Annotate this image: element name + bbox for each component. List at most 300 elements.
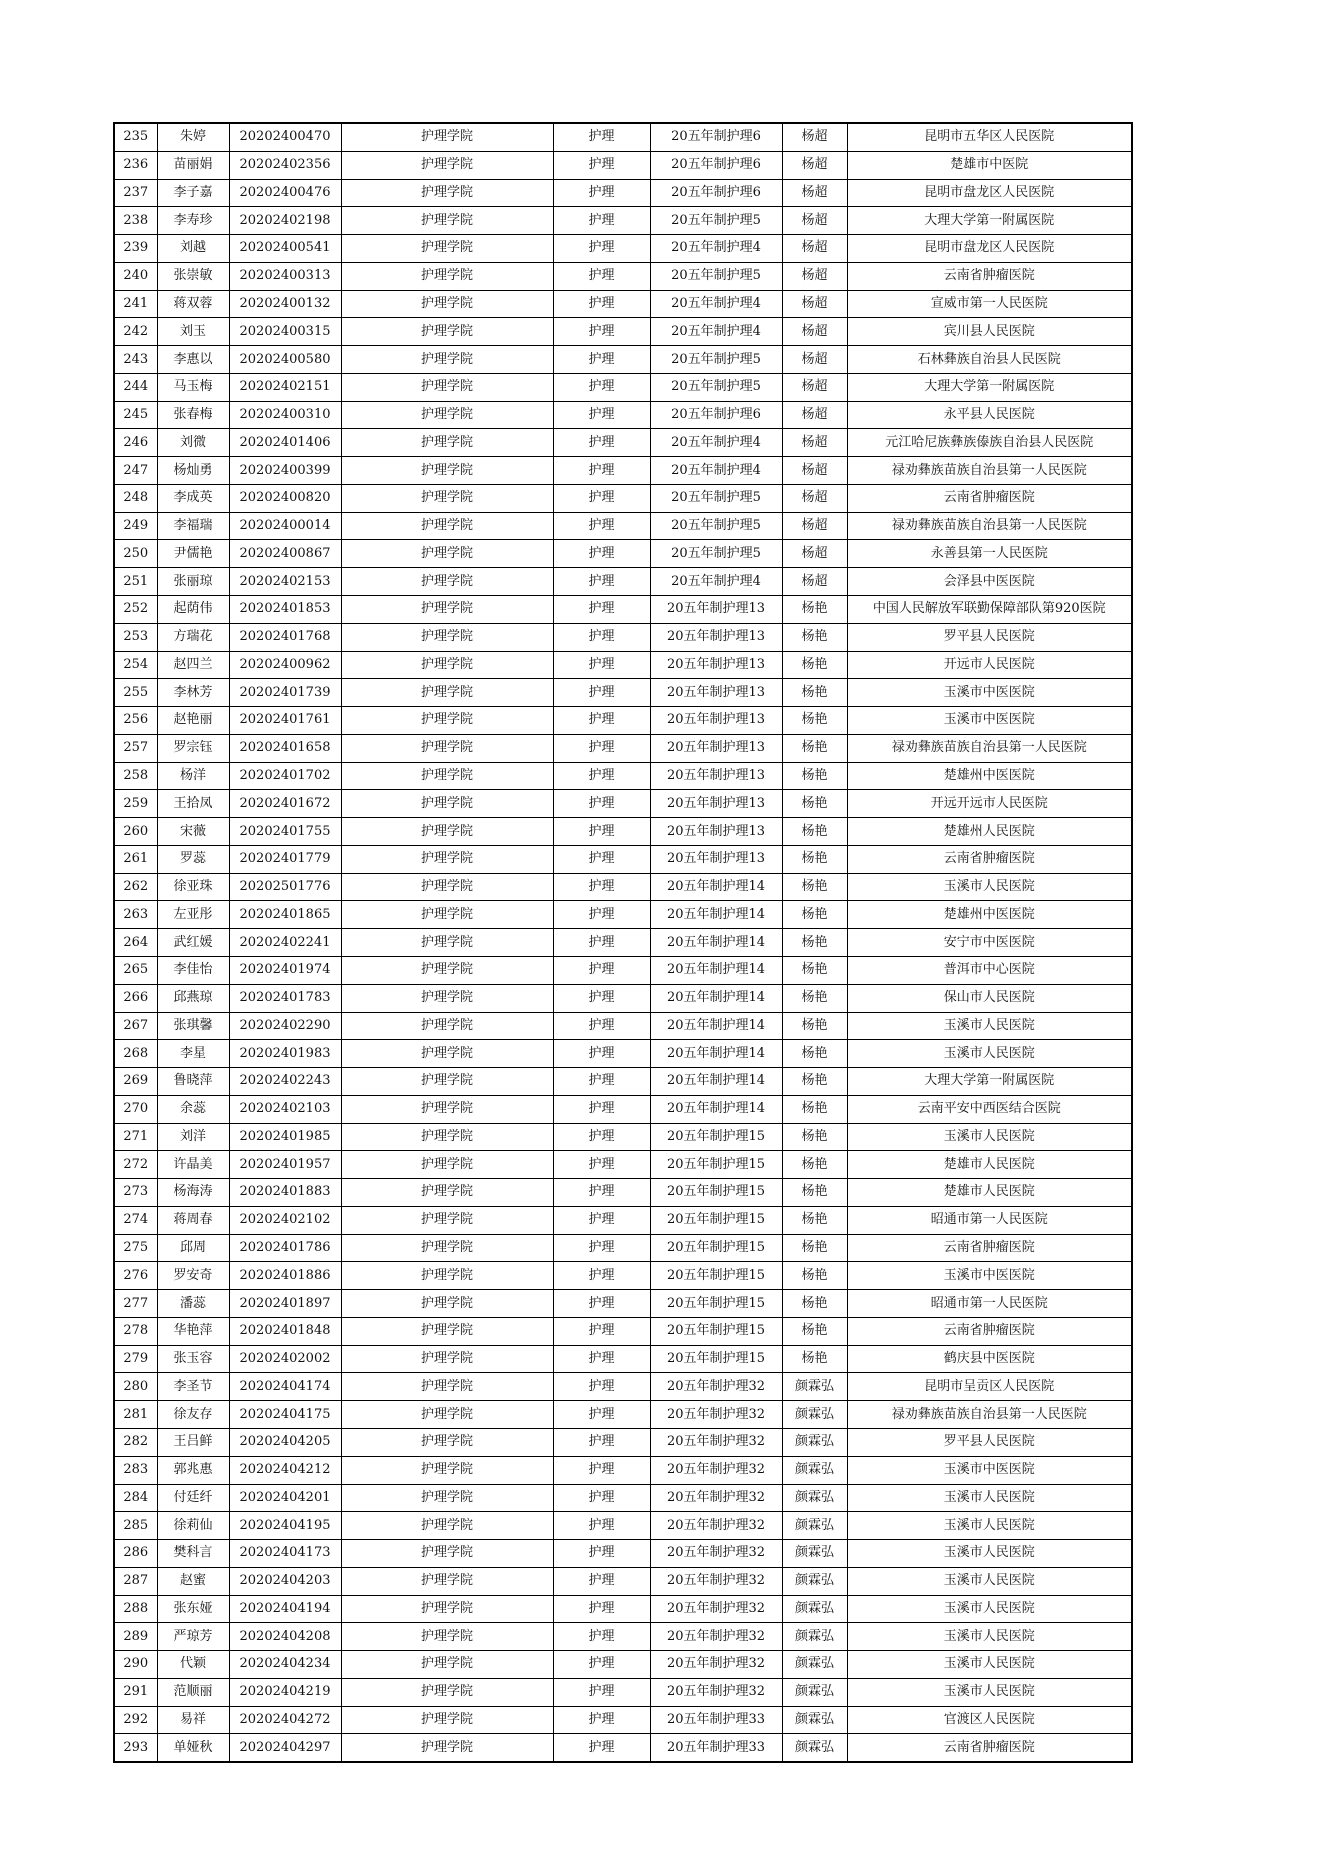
student-id-cell: 20202402102 bbox=[229, 1206, 341, 1234]
college-cell: 护理学院 bbox=[341, 484, 553, 512]
major-cell: 护理 bbox=[553, 734, 650, 762]
table-row bbox=[114, 373, 1132, 401]
major-cell: 护理 bbox=[553, 901, 650, 929]
hospital-cell: 玉溪市人民医院 bbox=[847, 1623, 1132, 1651]
table-row bbox=[114, 1012, 1132, 1040]
teacher-cell: 杨艳 bbox=[782, 845, 847, 873]
student-name-cell: 罗安奇 bbox=[157, 1262, 229, 1290]
table-row bbox=[114, 1068, 1132, 1096]
class-cell: 20五年制护理15 bbox=[650, 1345, 782, 1373]
table-row bbox=[114, 540, 1132, 568]
row-number-cell: 283 bbox=[114, 1456, 157, 1484]
class-cell: 20五年制护理13 bbox=[650, 623, 782, 651]
teacher-cell: 颜霖弘 bbox=[782, 1567, 847, 1595]
student-name-cell: 李寿珍 bbox=[157, 207, 229, 235]
class-cell: 20五年制护理13 bbox=[650, 845, 782, 873]
teacher-cell: 颜霖弘 bbox=[782, 1540, 847, 1568]
student-name-cell: 杨海涛 bbox=[157, 1179, 229, 1207]
student-name-cell: 蒋周春 bbox=[157, 1206, 229, 1234]
table-row bbox=[114, 929, 1132, 957]
class-cell: 20五年制护理32 bbox=[650, 1651, 782, 1679]
teacher-cell: 杨超 bbox=[782, 568, 847, 596]
row-number-cell: 256 bbox=[114, 707, 157, 735]
table-row bbox=[114, 956, 1132, 984]
hospital-cell: 安宁市中医医院 bbox=[847, 929, 1132, 957]
hospital-cell: 官渡区人民医院 bbox=[847, 1706, 1132, 1734]
table-row bbox=[114, 1456, 1132, 1484]
college-cell: 护理学院 bbox=[341, 1151, 553, 1179]
row-number-cell: 260 bbox=[114, 818, 157, 846]
class-cell: 20五年制护理5 bbox=[650, 512, 782, 540]
student-name-cell: 严琼芳 bbox=[157, 1623, 229, 1651]
teacher-cell: 杨超 bbox=[782, 540, 847, 568]
student-placement-table bbox=[113, 122, 1133, 1763]
teacher-cell: 杨超 bbox=[782, 318, 847, 346]
row-number-cell: 273 bbox=[114, 1179, 157, 1207]
student-name-cell: 朱婷 bbox=[157, 123, 229, 151]
row-number-cell: 236 bbox=[114, 151, 157, 179]
major-cell: 护理 bbox=[553, 1373, 650, 1401]
student-id-cell: 20202404205 bbox=[229, 1428, 341, 1456]
student-name-cell: 邱燕琼 bbox=[157, 984, 229, 1012]
major-cell: 护理 bbox=[553, 512, 650, 540]
student-name-cell: 尹儒艳 bbox=[157, 540, 229, 568]
row-number-cell: 274 bbox=[114, 1206, 157, 1234]
major-cell: 护理 bbox=[553, 1651, 650, 1679]
student-id-cell: 20202402153 bbox=[229, 568, 341, 596]
student-name-cell: 方瑞花 bbox=[157, 623, 229, 651]
table-row bbox=[114, 484, 1132, 512]
student-id-cell: 20202404272 bbox=[229, 1706, 341, 1734]
student-id-cell: 20202401983 bbox=[229, 1040, 341, 1068]
student-name-cell: 李佳怡 bbox=[157, 956, 229, 984]
hospital-cell: 中国人民解放军联勤保障部队第920医院 bbox=[847, 596, 1132, 624]
student-name-cell: 苗丽娟 bbox=[157, 151, 229, 179]
student-name-cell: 徐亚珠 bbox=[157, 873, 229, 901]
student-id-cell: 20202404173 bbox=[229, 1540, 341, 1568]
student-id-cell: 20202404195 bbox=[229, 1512, 341, 1540]
major-cell: 护理 bbox=[553, 401, 650, 429]
student-name-cell: 易祥 bbox=[157, 1706, 229, 1734]
row-number-cell: 279 bbox=[114, 1345, 157, 1373]
student-name-cell: 李子嘉 bbox=[157, 179, 229, 207]
college-cell: 护理学院 bbox=[341, 1651, 553, 1679]
table-row bbox=[114, 512, 1132, 540]
row-number-cell: 275 bbox=[114, 1234, 157, 1262]
major-cell: 护理 bbox=[553, 262, 650, 290]
college-cell: 护理学院 bbox=[341, 845, 553, 873]
college-cell: 护理学院 bbox=[341, 1206, 553, 1234]
college-cell: 护理学院 bbox=[341, 1456, 553, 1484]
major-cell: 护理 bbox=[553, 1012, 650, 1040]
class-cell: 20五年制护理15 bbox=[650, 1317, 782, 1345]
student-name-cell: 赵四兰 bbox=[157, 651, 229, 679]
student-name-cell: 蒋双蓉 bbox=[157, 290, 229, 318]
student-name-cell: 许晶美 bbox=[157, 1151, 229, 1179]
student-id-cell: 20202400820 bbox=[229, 484, 341, 512]
major-cell: 护理 bbox=[553, 1678, 650, 1706]
table-row bbox=[114, 901, 1132, 929]
hospital-cell: 昆明市呈贡区人民医院 bbox=[847, 1373, 1132, 1401]
class-cell: 20五年制护理32 bbox=[650, 1428, 782, 1456]
student-id-cell: 20202400962 bbox=[229, 651, 341, 679]
class-cell: 20五年制护理32 bbox=[650, 1678, 782, 1706]
student-id-cell: 20202404174 bbox=[229, 1373, 341, 1401]
major-cell: 护理 bbox=[553, 984, 650, 1012]
table-row bbox=[114, 679, 1132, 707]
hospital-cell: 玉溪市人民医院 bbox=[847, 1540, 1132, 1568]
college-cell: 护理学院 bbox=[341, 1595, 553, 1623]
student-id-cell: 20202401853 bbox=[229, 596, 341, 624]
major-cell: 护理 bbox=[553, 346, 650, 374]
college-cell: 护理学院 bbox=[341, 1040, 553, 1068]
college-cell: 护理学院 bbox=[341, 1706, 553, 1734]
student-id-cell: 20202400014 bbox=[229, 512, 341, 540]
hospital-cell: 永平县人民医院 bbox=[847, 401, 1132, 429]
class-cell: 20五年制护理32 bbox=[650, 1623, 782, 1651]
class-cell: 20五年制护理14 bbox=[650, 1040, 782, 1068]
college-cell: 护理学院 bbox=[341, 651, 553, 679]
hospital-cell: 玉溪市人民医院 bbox=[847, 1512, 1132, 1540]
major-cell: 护理 bbox=[553, 929, 650, 957]
student-id-cell: 20202400867 bbox=[229, 540, 341, 568]
row-number-cell: 267 bbox=[114, 1012, 157, 1040]
class-cell: 20五年制护理4 bbox=[650, 235, 782, 263]
row-number-cell: 245 bbox=[114, 401, 157, 429]
table-row bbox=[114, 123, 1132, 151]
row-number-cell: 243 bbox=[114, 346, 157, 374]
class-cell: 20五年制护理6 bbox=[650, 179, 782, 207]
college-cell: 护理学院 bbox=[341, 790, 553, 818]
student-name-cell: 赵蜜 bbox=[157, 1567, 229, 1595]
college-cell: 护理学院 bbox=[341, 818, 553, 846]
student-name-cell: 罗蕊 bbox=[157, 845, 229, 873]
student-name-cell: 罗宗钰 bbox=[157, 734, 229, 762]
major-cell: 护理 bbox=[553, 1345, 650, 1373]
row-number-cell: 277 bbox=[114, 1290, 157, 1318]
hospital-cell: 玉溪市人民医院 bbox=[847, 1012, 1132, 1040]
student-id-cell: 20202402103 bbox=[229, 1095, 341, 1123]
class-cell: 20五年制护理5 bbox=[650, 484, 782, 512]
class-cell: 20五年制护理5 bbox=[650, 262, 782, 290]
major-cell: 护理 bbox=[553, 762, 650, 790]
student-id-cell: 20202404201 bbox=[229, 1484, 341, 1512]
table-row bbox=[114, 1651, 1132, 1679]
hospital-cell: 云南省肿瘤医院 bbox=[847, 845, 1132, 873]
teacher-cell: 颜霖弘 bbox=[782, 1623, 847, 1651]
student-name-cell: 单娅秋 bbox=[157, 1734, 229, 1762]
major-cell: 护理 bbox=[553, 1484, 650, 1512]
college-cell: 护理学院 bbox=[341, 1234, 553, 1262]
teacher-cell: 杨艳 bbox=[782, 873, 847, 901]
class-cell: 20五年制护理15 bbox=[650, 1123, 782, 1151]
teacher-cell: 颜霖弘 bbox=[782, 1428, 847, 1456]
teacher-cell: 杨超 bbox=[782, 235, 847, 263]
table-row bbox=[114, 790, 1132, 818]
major-cell: 护理 bbox=[553, 873, 650, 901]
college-cell: 护理学院 bbox=[341, 1678, 553, 1706]
college-cell: 护理学院 bbox=[341, 1373, 553, 1401]
student-name-cell: 武红媛 bbox=[157, 929, 229, 957]
major-cell: 护理 bbox=[553, 1262, 650, 1290]
college-cell: 护理学院 bbox=[341, 318, 553, 346]
student-id-cell: 20202400315 bbox=[229, 318, 341, 346]
row-number-cell: 244 bbox=[114, 373, 157, 401]
college-cell: 护理学院 bbox=[341, 346, 553, 374]
teacher-cell: 杨超 bbox=[782, 401, 847, 429]
major-cell: 护理 bbox=[553, 1123, 650, 1151]
hospital-cell: 楚雄市人民医院 bbox=[847, 1151, 1132, 1179]
hospital-cell: 禄劝彝族苗族自治县第一人民医院 bbox=[847, 1401, 1132, 1429]
student-id-cell: 20202400541 bbox=[229, 235, 341, 263]
hospital-cell: 昭通市第一人民医院 bbox=[847, 1290, 1132, 1318]
college-cell: 护理学院 bbox=[341, 1068, 553, 1096]
table-row bbox=[114, 1678, 1132, 1706]
major-cell: 护理 bbox=[553, 1234, 650, 1262]
hospital-cell: 保山市人民医院 bbox=[847, 984, 1132, 1012]
student-id-cell: 20202402356 bbox=[229, 151, 341, 179]
hospital-cell: 元江哈尼族彝族傣族自治县人民医院 bbox=[847, 429, 1132, 457]
row-number-cell: 261 bbox=[114, 845, 157, 873]
class-cell: 20五年制护理32 bbox=[650, 1456, 782, 1484]
class-cell: 20五年制护理15 bbox=[650, 1151, 782, 1179]
teacher-cell: 杨艳 bbox=[782, 679, 847, 707]
student-name-cell: 王吕鲜 bbox=[157, 1428, 229, 1456]
class-cell: 20五年制护理6 bbox=[650, 151, 782, 179]
hospital-cell: 云南省肿瘤医院 bbox=[847, 1234, 1132, 1262]
college-cell: 护理学院 bbox=[341, 568, 553, 596]
hospital-cell: 玉溪市人民医院 bbox=[847, 1567, 1132, 1595]
student-id-cell: 20202401974 bbox=[229, 956, 341, 984]
table-row bbox=[114, 429, 1132, 457]
table-row bbox=[114, 262, 1132, 290]
student-name-cell: 李成英 bbox=[157, 484, 229, 512]
major-cell: 护理 bbox=[553, 207, 650, 235]
table-row bbox=[114, 984, 1132, 1012]
class-cell: 20五年制护理5 bbox=[650, 346, 782, 374]
teacher-cell: 杨艳 bbox=[782, 1234, 847, 1262]
row-number-cell: 242 bbox=[114, 318, 157, 346]
teacher-cell: 杨艳 bbox=[782, 901, 847, 929]
hospital-cell: 大理大学第一附属医院 bbox=[847, 207, 1132, 235]
hospital-cell: 开远市人民医院 bbox=[847, 651, 1132, 679]
class-cell: 20五年制护理13 bbox=[650, 707, 782, 735]
table-row bbox=[114, 401, 1132, 429]
table-row bbox=[114, 1234, 1132, 1262]
row-number-cell: 290 bbox=[114, 1651, 157, 1679]
hospital-cell: 普洱市中心医院 bbox=[847, 956, 1132, 984]
student-id-cell: 20202400470 bbox=[229, 123, 341, 151]
teacher-cell: 杨艳 bbox=[782, 1068, 847, 1096]
student-id-cell: 20202404212 bbox=[229, 1456, 341, 1484]
row-number-cell: 286 bbox=[114, 1540, 157, 1568]
hospital-cell: 宾川县人民医院 bbox=[847, 318, 1132, 346]
hospital-cell: 大理大学第一附属医院 bbox=[847, 373, 1132, 401]
student-id-cell: 20202401768 bbox=[229, 623, 341, 651]
class-cell: 20五年制护理14 bbox=[650, 1068, 782, 1096]
college-cell: 护理学院 bbox=[341, 123, 553, 151]
student-id-cell: 20202404194 bbox=[229, 1595, 341, 1623]
college-cell: 护理学院 bbox=[341, 1345, 553, 1373]
student-id-cell: 20202501776 bbox=[229, 873, 341, 901]
student-name-cell: 刘微 bbox=[157, 429, 229, 457]
hospital-cell: 禄劝彝族苗族自治县第一人民医院 bbox=[847, 457, 1132, 485]
student-name-cell: 邱周 bbox=[157, 1234, 229, 1262]
student-name-cell: 潘蕊 bbox=[157, 1290, 229, 1318]
major-cell: 护理 bbox=[553, 1068, 650, 1096]
teacher-cell: 杨超 bbox=[782, 373, 847, 401]
student-name-cell: 起荫伟 bbox=[157, 596, 229, 624]
row-number-cell: 288 bbox=[114, 1595, 157, 1623]
row-number-cell: 278 bbox=[114, 1317, 157, 1345]
hospital-cell: 大理大学第一附属医院 bbox=[847, 1068, 1132, 1096]
major-cell: 护理 bbox=[553, 623, 650, 651]
row-number-cell: 280 bbox=[114, 1373, 157, 1401]
major-cell: 护理 bbox=[553, 373, 650, 401]
class-cell: 20五年制护理33 bbox=[650, 1706, 782, 1734]
teacher-cell: 杨超 bbox=[782, 179, 847, 207]
row-number-cell: 264 bbox=[114, 929, 157, 957]
table-row bbox=[114, 1428, 1132, 1456]
class-cell: 20五年制护理4 bbox=[650, 290, 782, 318]
major-cell: 护理 bbox=[553, 1623, 650, 1651]
teacher-cell: 杨艳 bbox=[782, 1123, 847, 1151]
college-cell: 护理学院 bbox=[341, 1012, 553, 1040]
table-row bbox=[114, 1595, 1132, 1623]
row-number-cell: 254 bbox=[114, 651, 157, 679]
hospital-cell: 云南省肿瘤医院 bbox=[847, 484, 1132, 512]
hospital-cell: 昭通市第一人民医院 bbox=[847, 1206, 1132, 1234]
teacher-cell: 颜霖弘 bbox=[782, 1456, 847, 1484]
college-cell: 护理学院 bbox=[341, 290, 553, 318]
college-cell: 护理学院 bbox=[341, 1428, 553, 1456]
table-row bbox=[114, 346, 1132, 374]
hospital-cell: 罗平县人民医院 bbox=[847, 1428, 1132, 1456]
hospital-cell: 会泽县中医医院 bbox=[847, 568, 1132, 596]
student-name-cell: 付廷纤 bbox=[157, 1484, 229, 1512]
table-row bbox=[114, 1512, 1132, 1540]
hospital-cell: 楚雄州人民医院 bbox=[847, 818, 1132, 846]
student-id-cell: 20202402198 bbox=[229, 207, 341, 235]
row-number-cell: 249 bbox=[114, 512, 157, 540]
row-number-cell: 268 bbox=[114, 1040, 157, 1068]
student-id-cell: 20202400580 bbox=[229, 346, 341, 374]
table-row bbox=[114, 596, 1132, 624]
class-cell: 20五年制护理4 bbox=[650, 429, 782, 457]
major-cell: 护理 bbox=[553, 179, 650, 207]
teacher-cell: 杨超 bbox=[782, 207, 847, 235]
class-cell: 20五年制护理15 bbox=[650, 1206, 782, 1234]
class-cell: 20五年制护理4 bbox=[650, 457, 782, 485]
teacher-cell: 颜霖弘 bbox=[782, 1678, 847, 1706]
row-number-cell: 282 bbox=[114, 1428, 157, 1456]
student-id-cell: 20202401658 bbox=[229, 734, 341, 762]
class-cell: 20五年制护理6 bbox=[650, 123, 782, 151]
teacher-cell: 杨艳 bbox=[782, 651, 847, 679]
teacher-cell: 杨艳 bbox=[782, 1151, 847, 1179]
table-row bbox=[114, 1290, 1132, 1318]
hospital-cell: 鹤庆县中医医院 bbox=[847, 1345, 1132, 1373]
student-id-cell: 20202401848 bbox=[229, 1317, 341, 1345]
hospital-cell: 楚雄市人民医院 bbox=[847, 1179, 1132, 1207]
major-cell: 护理 bbox=[553, 318, 650, 346]
row-number-cell: 276 bbox=[114, 1262, 157, 1290]
student-id-cell: 20202402151 bbox=[229, 373, 341, 401]
row-number-cell: 284 bbox=[114, 1484, 157, 1512]
row-number-cell: 258 bbox=[114, 762, 157, 790]
student-id-cell: 20202402002 bbox=[229, 1345, 341, 1373]
table-row bbox=[114, 707, 1132, 735]
row-number-cell: 263 bbox=[114, 901, 157, 929]
class-cell: 20五年制护理5 bbox=[650, 207, 782, 235]
table-row bbox=[114, 734, 1132, 762]
class-cell: 20五年制护理13 bbox=[650, 762, 782, 790]
student-name-cell: 赵艳丽 bbox=[157, 707, 229, 735]
student-id-cell: 20202402243 bbox=[229, 1068, 341, 1096]
major-cell: 护理 bbox=[553, 1179, 650, 1207]
row-number-cell: 235 bbox=[114, 123, 157, 151]
row-number-cell: 289 bbox=[114, 1623, 157, 1651]
table-row bbox=[114, 1179, 1132, 1207]
hospital-cell: 楚雄州中医医院 bbox=[847, 901, 1132, 929]
college-cell: 护理学院 bbox=[341, 679, 553, 707]
student-name-cell: 郭兆惠 bbox=[157, 1456, 229, 1484]
hospital-cell: 玉溪市人民医院 bbox=[847, 1484, 1132, 1512]
teacher-cell: 杨艳 bbox=[782, 1040, 847, 1068]
row-number-cell: 285 bbox=[114, 1512, 157, 1540]
major-cell: 护理 bbox=[553, 651, 650, 679]
class-cell: 20五年制护理13 bbox=[650, 651, 782, 679]
major-cell: 护理 bbox=[553, 457, 650, 485]
college-cell: 护理学院 bbox=[341, 1262, 553, 1290]
college-cell: 护理学院 bbox=[341, 179, 553, 207]
student-id-cell: 20202400132 bbox=[229, 290, 341, 318]
class-cell: 20五年制护理13 bbox=[650, 596, 782, 624]
student-name-cell: 杨洋 bbox=[157, 762, 229, 790]
hospital-cell: 云南省肿瘤医院 bbox=[847, 262, 1132, 290]
major-cell: 护理 bbox=[553, 1595, 650, 1623]
teacher-cell: 颜霖弘 bbox=[782, 1734, 847, 1762]
student-id-cell: 20202401883 bbox=[229, 1179, 341, 1207]
teacher-cell: 颜霖弘 bbox=[782, 1706, 847, 1734]
class-cell: 20五年制护理32 bbox=[650, 1540, 782, 1568]
class-cell: 20五年制护理33 bbox=[650, 1734, 782, 1762]
class-cell: 20五年制护理13 bbox=[650, 818, 782, 846]
row-number-cell: 287 bbox=[114, 1567, 157, 1595]
table-row bbox=[114, 568, 1132, 596]
class-cell: 20五年制护理4 bbox=[650, 318, 782, 346]
major-cell: 护理 bbox=[553, 1540, 650, 1568]
major-cell: 护理 bbox=[553, 790, 650, 818]
college-cell: 护理学院 bbox=[341, 873, 553, 901]
teacher-cell: 颜霖弘 bbox=[782, 1484, 847, 1512]
row-number-cell: 255 bbox=[114, 679, 157, 707]
hospital-cell: 昆明市五华区人民医院 bbox=[847, 123, 1132, 151]
class-cell: 20五年制护理32 bbox=[650, 1401, 782, 1429]
class-cell: 20五年制护理32 bbox=[650, 1484, 782, 1512]
table-row bbox=[114, 1206, 1132, 1234]
teacher-cell: 颜霖弘 bbox=[782, 1373, 847, 1401]
hospital-cell: 罗平县人民医院 bbox=[847, 623, 1132, 651]
class-cell: 20五年制护理15 bbox=[650, 1179, 782, 1207]
table-row bbox=[114, 235, 1132, 263]
student-id-cell: 20202404203 bbox=[229, 1567, 341, 1595]
table-row bbox=[114, 1623, 1132, 1651]
class-cell: 20五年制护理4 bbox=[650, 568, 782, 596]
major-cell: 护理 bbox=[553, 1456, 650, 1484]
student-name-cell: 徐友存 bbox=[157, 1401, 229, 1429]
student-id-cell: 20202401702 bbox=[229, 762, 341, 790]
